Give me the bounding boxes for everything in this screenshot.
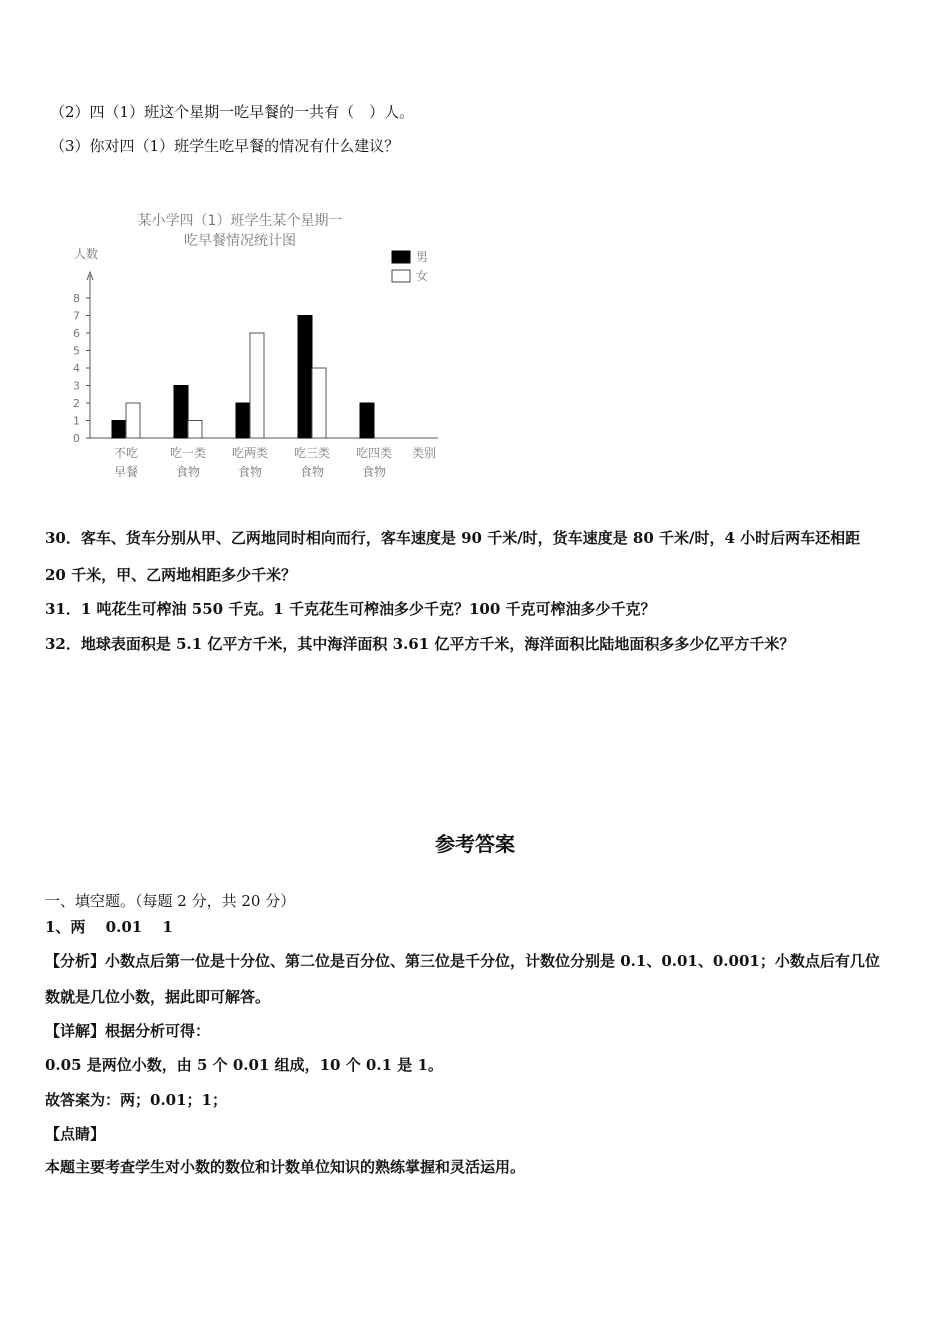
legend-swatch-female: [392, 270, 410, 282]
breakfast-bar-chart: [60, 200, 460, 490]
analysis-line-2: 数就是几位小数，据此即可解答。: [45, 988, 271, 1006]
problem-30-line-1: 30．客车、货车分别从甲、乙两地同时相向而行，客车速度是 90 千米/时，货车速度是 80 千米/时，4 小时后两车还相距: [45, 529, 861, 547]
category-label: 吃两类: [231, 446, 269, 460]
category-label: 食物: [175, 465, 201, 479]
category-label: 食物: [361, 465, 387, 479]
bar-male: [174, 386, 188, 439]
y-tick-label: 6: [73, 327, 80, 340]
problem-30-line-2: 20 千米，甲、乙两地相距多少千米？: [45, 566, 297, 584]
y-tick-label: 4: [73, 362, 80, 375]
x-axis-label: 类别: [412, 446, 437, 460]
bar-male: [360, 403, 374, 438]
category-label: 吃三类: [293, 446, 331, 460]
answers-section-title: 一、填空题。（每题 2 分，共 20 分）: [45, 892, 296, 910]
y-tick-label: 0: [73, 432, 80, 445]
comment-label: 【点睛】: [45, 1125, 106, 1143]
analysis-line-1: 【分析】小数点后第一位是十分位、第二位是百分位、第三位是千分位，计数位分别是 0.1、0.01、0.001；小数点后有几位: [45, 952, 880, 970]
category-label: 吃四类: [355, 446, 393, 460]
chart-title-line-1: 某小学四（1）班学生某个星期一: [137, 213, 343, 229]
problem-32: 32．地球表面积是 5.1 亿平方千米，其中海洋面积 3.61 亿平方千米，海洋面积比陆地面积多多少亿平方千米？: [45, 635, 795, 653]
bar-female: [312, 368, 326, 438]
category-label: 吃一类: [169, 446, 207, 460]
bar-female: [250, 333, 264, 438]
answers-heading: 参考答案: [435, 832, 515, 856]
detail-label: 【详解】根据分析可得：: [45, 1022, 211, 1040]
category-label: 早餐: [113, 465, 139, 479]
y-tick-label: 2: [73, 397, 80, 410]
legend-swatch-male: [392, 251, 410, 263]
y-tick-label: 7: [73, 309, 80, 323]
legend-label-female: 女: [416, 269, 429, 283]
bar-female: [188, 421, 202, 439]
detail-text: 0.05 是两位小数，由 5 个 0.01 组成，10 个 0.1 是 1。: [45, 1056, 443, 1074]
y-tick-label: 8: [73, 292, 80, 305]
question-2: （2）四（1）班这个星期一吃早餐的一共有（ ）人。: [50, 103, 415, 121]
bar-male: [236, 403, 250, 438]
category-label: 不吃: [113, 446, 139, 460]
y-tick-label: 3: [73, 379, 80, 393]
category-label: 食物: [299, 465, 325, 479]
y-tick-label: 1: [73, 414, 80, 428]
answer-item-1: 1、两 0.01 1: [45, 918, 173, 936]
bar-female: [126, 403, 140, 438]
chart-title-line-2: 吃早餐情况统计图: [184, 233, 296, 249]
category-label: 食物: [237, 465, 263, 479]
legend-label-male: 男: [416, 250, 429, 264]
y-tick-label: 5: [73, 344, 80, 358]
y-axis-label: 人数: [74, 247, 99, 261]
final-answer: 故答案为：两；0.01；1；: [45, 1091, 227, 1109]
problem-31: 31．1 吨花生可榨油 550 千克。1 千克花生可榨油多少千克？100 千克可榨油多少千克？: [45, 600, 656, 618]
question-3: （3）你对四（1）班学生吃早餐的情况有什么建议？: [50, 137, 400, 155]
bar-male: [298, 316, 312, 439]
bar-male: [112, 421, 126, 439]
comment-text: 本题主要考查学生对小数的数位和计数单位知识的熟练掌握和灵活运用。: [45, 1158, 526, 1176]
